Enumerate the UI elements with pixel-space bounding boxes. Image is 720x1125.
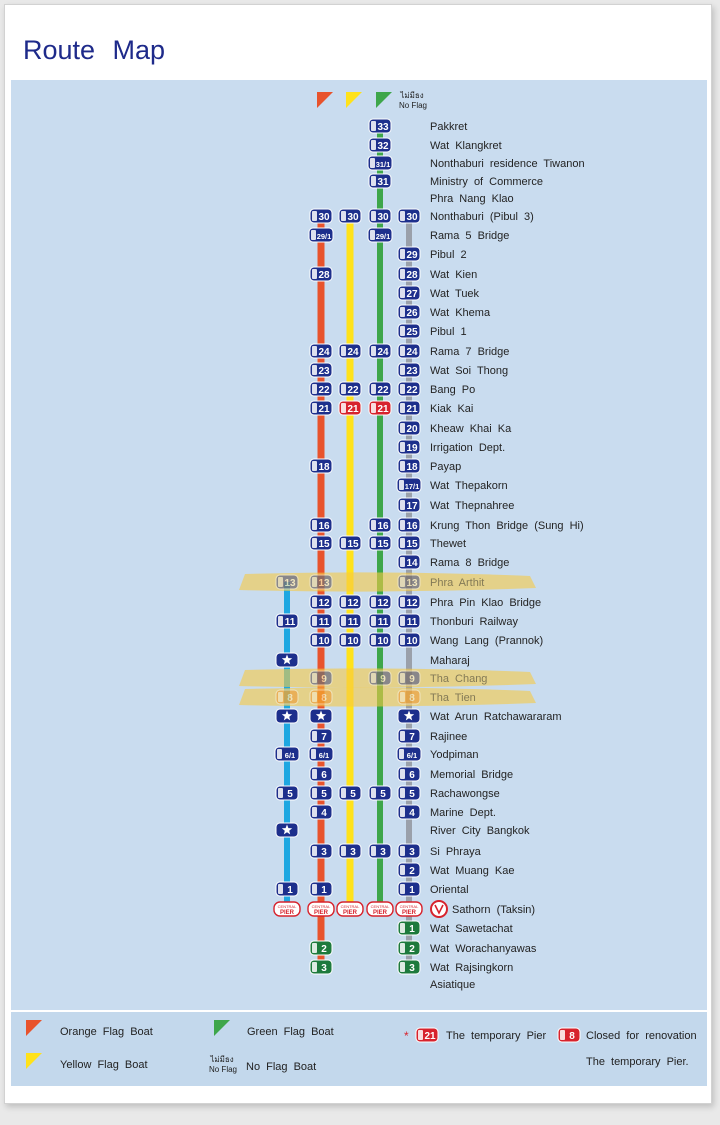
pier-yellow-26[interactable] [339, 614, 361, 628]
legend-green-flag-icon [214, 1020, 230, 1036]
svg-text:CENTRAL: CENTRAL [370, 904, 390, 909]
pier-green-0[interactable] [369, 119, 391, 133]
central-pier-blue[interactable] [274, 902, 300, 916]
station-label-23: Rama 8 Bridge [430, 557, 510, 569]
svg-text:9: 9 [321, 674, 327, 685]
svg-text:6/1: 6/1 [318, 751, 330, 760]
pier-blue-33[interactable] [275, 747, 299, 761]
legend-noflag-label: No Flag Boat [246, 1061, 317, 1073]
legend-orange-label: Orange Flag Boat [60, 1026, 153, 1038]
svg-text:CENTRAL: CENTRAL [340, 904, 360, 909]
pier-nonflag-27[interactable] [398, 633, 420, 647]
pier-nonflag-19[interactable] [397, 478, 421, 492]
pier-orange-14[interactable] [310, 382, 332, 396]
pier-orange-40[interactable] [310, 882, 332, 896]
central-pier-nonflag[interactable] [396, 902, 422, 916]
pier-green-29[interactable] [369, 671, 391, 685]
station-label-0: Pakkret [430, 121, 468, 133]
pier-nonflag-38[interactable] [398, 844, 420, 858]
svg-text:3: 3 [409, 963, 415, 974]
svg-text:28: 28 [318, 270, 330, 281]
svg-text:4: 4 [409, 808, 415, 819]
station-label-11: Pibul 1 [430, 326, 467, 338]
svg-text:33: 33 [377, 122, 389, 133]
svg-text:10: 10 [347, 636, 359, 647]
pier-orange-44[interactable] [310, 960, 332, 974]
svg-text:16: 16 [377, 521, 389, 532]
pier-green-25[interactable] [369, 595, 391, 609]
svg-text:3: 3 [350, 847, 356, 858]
svg-text:7: 7 [321, 732, 327, 743]
pier-green-27[interactable] [369, 633, 391, 647]
station-label-32: Rajinee [430, 731, 468, 743]
svg-text:2: 2 [409, 944, 415, 955]
svg-text:5: 5 [287, 789, 293, 800]
station-label-36: Marine Dept. [430, 807, 496, 819]
pier-nonflag-22[interactable] [398, 536, 420, 550]
pier-green-6[interactable] [368, 228, 392, 242]
pier-orange-30[interactable] [310, 690, 332, 704]
pier-nonflag-8[interactable] [398, 267, 420, 281]
svg-text:13: 13 [406, 578, 418, 589]
pier-orange-35[interactable] [310, 786, 332, 800]
line-yellow [347, 216, 354, 909]
pier-orange-25[interactable] [310, 595, 332, 609]
star-pier-nonflag-31[interactable] [398, 709, 420, 723]
svg-text:17: 17 [406, 501, 418, 512]
station-label-8: Wat Kien [430, 269, 478, 281]
svg-text:12: 12 [318, 598, 330, 609]
svg-text:18: 18 [318, 462, 330, 473]
svg-text:3: 3 [321, 847, 327, 858]
pier-nonflag-25[interactable] [398, 595, 420, 609]
station-label-24: Phra Arthit [430, 577, 485, 589]
station-label-33: Yodpiman [430, 749, 479, 761]
svg-text:27: 27 [406, 289, 418, 300]
star-pier-blue-37[interactable] [276, 823, 298, 837]
svg-text:18: 18 [406, 462, 418, 473]
station-label-37: River City Bangkok [430, 825, 530, 837]
svg-text:11: 11 [284, 617, 296, 628]
svg-text:PIER: PIER [342, 910, 358, 916]
station-label-39: Wat Muang Kae [430, 865, 515, 877]
pier-nonflag-30[interactable] [398, 690, 420, 704]
legend-green-label: Green Flag Boat [247, 1026, 334, 1038]
legend-yellow-flag-icon [26, 1053, 42, 1069]
pier-nonflag-15[interactable] [398, 401, 420, 415]
svg-text:1: 1 [321, 885, 327, 896]
legend-orange-flag-icon [26, 1020, 42, 1036]
pier-green-3[interactable] [369, 174, 391, 188]
station-label-2: Nonthaburi residence Tiwanon [430, 158, 585, 170]
svg-text:21: 21 [406, 404, 418, 415]
no-flag-thai-label: ไม่มีธง [400, 91, 424, 100]
svg-text:29/1: 29/1 [316, 232, 332, 241]
svg-text:12: 12 [377, 598, 389, 609]
pier-blue-26[interactable] [276, 614, 298, 628]
station-label-40: Oriental [430, 884, 469, 896]
pier-orange-33[interactable] [309, 747, 333, 761]
svg-text:12: 12 [347, 598, 359, 609]
svg-text:CENTRAL: CENTRAL [311, 904, 331, 909]
central-pier-green[interactable] [367, 902, 393, 916]
svg-text:11: 11 [377, 617, 389, 628]
svg-text:3: 3 [321, 963, 327, 974]
svg-text:8: 8 [321, 693, 327, 704]
svg-text:28: 28 [406, 270, 418, 281]
pier-nonflag-7[interactable] [398, 247, 420, 261]
svg-text:6: 6 [321, 770, 327, 781]
svg-text:21: 21 [424, 1031, 436, 1042]
svg-text:19: 19 [406, 443, 418, 454]
svg-text:15: 15 [406, 539, 418, 550]
station-label-42: Wat Sawetachat [430, 923, 513, 935]
svg-text:6: 6 [409, 770, 415, 781]
station-label-22: Thewet [430, 538, 467, 550]
pier-yellow-27[interactable] [339, 633, 361, 647]
svg-text:8: 8 [409, 693, 415, 704]
svg-text:31/1: 31/1 [375, 160, 391, 169]
pier-blue-35[interactable] [276, 786, 298, 800]
svg-text:CENTRAL: CENTRAL [399, 904, 419, 909]
svg-text:5: 5 [321, 789, 327, 800]
pier-nonflag-17[interactable] [398, 440, 420, 454]
svg-text:PIER: PIER [401, 910, 417, 916]
svg-text:30: 30 [377, 212, 389, 223]
pier-orange-12[interactable] [310, 344, 332, 358]
legend-noflag-small: No Flag [208, 1065, 238, 1074]
pier-orange-29[interactable] [310, 671, 332, 685]
svg-text:15: 15 [347, 539, 359, 550]
pier-nonflag-34[interactable] [398, 767, 420, 781]
star-pier-blue-31[interactable] [276, 709, 298, 723]
station-label-7: Pibul 2 [430, 249, 467, 261]
svg-text:15: 15 [318, 539, 330, 550]
pier-nonflag-21[interactable] [398, 518, 420, 532]
pier-yellow-35[interactable] [339, 786, 361, 800]
svg-text:26: 26 [406, 308, 418, 319]
pier-green-35[interactable] [369, 786, 391, 800]
svg-text:6/1: 6/1 [406, 751, 418, 760]
svg-text:24: 24 [318, 347, 330, 358]
svg-text:CENTRAL: CENTRAL [277, 904, 297, 909]
pier-blue-40[interactable] [276, 882, 298, 896]
station-label-19: Wat Thepakorn [430, 480, 508, 492]
station-label-41: Sathorn (Taksin) [452, 904, 536, 916]
station-label-18: Payap [430, 461, 462, 473]
station-label-16: Kheaw Khai Ka [430, 423, 512, 435]
svg-text:21: 21 [318, 404, 330, 415]
pier-yellow-5[interactable] [339, 209, 361, 223]
svg-text:13: 13 [284, 578, 296, 589]
no-flag-label: No Flag [398, 101, 428, 110]
station-label-44: Wat Rajsingkorn [430, 962, 514, 974]
pier-yellow-12[interactable] [339, 344, 361, 358]
svg-text:30: 30 [318, 212, 330, 223]
yellow-flag-icon [346, 92, 362, 108]
station-label-34: Memorial Bridge [430, 769, 514, 781]
svg-text:4: 4 [321, 808, 327, 819]
pier-yellow-22[interactable] [339, 536, 361, 550]
pier-yellow-25[interactable] [339, 595, 361, 609]
pier-nonflag-44[interactable] [398, 960, 420, 974]
pier-nonflag-16[interactable] [398, 421, 420, 435]
pier-nonflag-29[interactable] [398, 671, 420, 685]
svg-text:15: 15 [377, 539, 389, 550]
pier-nonflag-42[interactable] [398, 921, 420, 935]
svg-text:2: 2 [321, 944, 327, 955]
svg-text:22: 22 [377, 385, 389, 396]
pier-nonflag-33[interactable] [397, 747, 421, 761]
pier-orange-24[interactable] [310, 575, 332, 589]
pier-nonflag-12[interactable] [398, 344, 420, 358]
pier-green-5[interactable] [369, 209, 391, 223]
svg-text:22: 22 [406, 385, 418, 396]
pier-orange-38[interactable] [310, 844, 332, 858]
station-label-26: Thonburi Railway [430, 616, 518, 628]
star-pier-blue-28[interactable] [276, 653, 298, 667]
station-label-28: Maharaj [430, 655, 470, 667]
temporary-asterisk: * [404, 1029, 409, 1043]
pier-blue-30[interactable] [276, 690, 298, 704]
svg-text:6/1: 6/1 [284, 751, 296, 760]
station-label-30: Tha Tien [430, 692, 476, 704]
pier-orange-43[interactable] [310, 941, 332, 955]
legend-yellow-label: Yellow Flag Boat [60, 1059, 148, 1071]
svg-text:24: 24 [377, 347, 389, 358]
svg-text:12: 12 [406, 598, 418, 609]
pier-yellow-15[interactable] [339, 401, 361, 415]
svg-text:31: 31 [377, 177, 389, 188]
legend-closed-label: Closed for renovation [586, 1030, 697, 1042]
pier-nonflag-40[interactable] [398, 882, 420, 896]
svg-text:29/1: 29/1 [375, 232, 391, 241]
pier-orange-26[interactable] [310, 614, 332, 628]
pier-orange-13[interactable] [310, 363, 332, 377]
svg-text:5: 5 [409, 789, 415, 800]
svg-text:10: 10 [377, 636, 389, 647]
svg-text:14: 14 [406, 558, 418, 569]
svg-text:8: 8 [287, 693, 293, 704]
star-pier-orange-31[interactable] [310, 709, 332, 723]
svg-text:30: 30 [347, 212, 359, 223]
pier-orange-27[interactable] [310, 633, 332, 647]
station-label-17: Irrigation Dept. [430, 442, 506, 454]
pier-nonflag-36[interactable] [398, 805, 420, 819]
svg-text:23: 23 [318, 366, 330, 377]
pier-green-12[interactable] [369, 344, 391, 358]
svg-text:23: 23 [406, 366, 418, 377]
pier-nonflag-14[interactable] [398, 382, 420, 396]
station-label-35: Rachawongse [430, 788, 500, 800]
page-title: Route Map [23, 35, 166, 65]
pier-nonflag-11[interactable] [398, 324, 420, 338]
station-label-25: Phra Pin Klao Bridge [430, 597, 542, 609]
legend-closed-note: The temporary Pier. [586, 1056, 689, 1068]
legend-noflag-thai: ไม่มีธง [210, 1055, 234, 1064]
svg-text:1: 1 [287, 885, 293, 896]
pier-orange-22[interactable] [310, 536, 332, 550]
line-blue [284, 582, 290, 909]
pier-yellow-14[interactable] [339, 382, 361, 396]
pier-orange-5[interactable] [310, 209, 332, 223]
pier-green-2[interactable] [368, 156, 392, 170]
pier-nonflag-20[interactable] [398, 498, 420, 512]
pier-green-26[interactable] [369, 614, 391, 628]
svg-text:24: 24 [406, 347, 418, 358]
station-label-45: Asiatique [430, 979, 476, 991]
station-label-43: Wat Worachanyawas [430, 943, 537, 955]
svg-text:2: 2 [409, 866, 415, 877]
svg-text:10: 10 [318, 636, 330, 647]
svg-text:11: 11 [347, 617, 359, 628]
svg-text:8: 8 [569, 1031, 575, 1042]
pier-orange-6[interactable] [309, 228, 333, 242]
svg-text:25: 25 [406, 327, 418, 338]
pier-orange-15[interactable] [310, 401, 332, 415]
svg-text:32: 32 [377, 141, 389, 152]
pier-nonflag-43[interactable] [398, 941, 420, 955]
station-label-6: Rama 5 Bridge [430, 230, 510, 242]
station-label-15: Kiak Kai [430, 403, 474, 415]
station-label-38: Si Phraya [430, 846, 481, 858]
svg-text:13: 13 [318, 578, 330, 589]
svg-text:30: 30 [406, 212, 418, 223]
legend-temporary-label: The temporary Pier [446, 1030, 547, 1042]
pier-orange-18[interactable] [310, 459, 332, 473]
svg-text:3: 3 [409, 847, 415, 858]
svg-text:5: 5 [380, 789, 386, 800]
pier-nonflag-23[interactable] [398, 555, 420, 569]
svg-text:PIER: PIER [313, 910, 329, 916]
svg-text:20: 20 [406, 424, 418, 435]
pier-orange-32[interactable] [310, 729, 332, 743]
pier-green-15[interactable] [369, 401, 391, 415]
pier-green-1[interactable] [369, 138, 391, 152]
station-label-20: Wat Thepnahree [430, 500, 515, 512]
station-label-21: Krung Thon Bridge (Sung Hi) [430, 520, 584, 532]
svg-text:29: 29 [406, 250, 418, 261]
svg-text:16: 16 [318, 521, 330, 532]
pier-nonflag-26[interactable] [398, 614, 420, 628]
svg-text:1: 1 [409, 924, 415, 935]
station-label-4: Phra Nang Klao [430, 193, 514, 205]
central-pier-yellow[interactable] [337, 902, 363, 916]
svg-text:5: 5 [350, 789, 356, 800]
pier-nonflag-10[interactable] [398, 305, 420, 319]
svg-text:21: 21 [377, 404, 389, 415]
svg-text:9: 9 [380, 674, 386, 685]
svg-text:10: 10 [406, 636, 418, 647]
svg-text:17/1: 17/1 [404, 482, 420, 491]
pier-orange-34[interactable] [310, 767, 332, 781]
pier-orange-8[interactable] [310, 267, 332, 281]
legend-closed-badge[interactable] [558, 1028, 580, 1042]
svg-text:24: 24 [347, 347, 359, 358]
green-flag-icon [376, 92, 392, 108]
svg-text:16: 16 [406, 521, 418, 532]
svg-text:7: 7 [409, 732, 415, 743]
pier-green-14[interactable] [369, 382, 391, 396]
svg-text:PIER: PIER [279, 910, 295, 916]
pier-nonflag-5[interactable] [398, 209, 420, 223]
pier-nonflag-18[interactable] [398, 459, 420, 473]
svg-text:PIER: PIER [372, 910, 388, 916]
station-label-29: Tha Chang [430, 673, 488, 685]
pier-nonflag-39[interactable] [398, 863, 420, 877]
legend-temporary-badge[interactable] [416, 1028, 438, 1042]
station-label-27: Wang Lang (Prannok) [430, 635, 544, 647]
pier-orange-36[interactable] [310, 805, 332, 819]
station-label-12: Rama 7 Bridge [430, 346, 510, 358]
svg-text:21: 21 [347, 404, 359, 415]
pier-green-21[interactable] [369, 518, 391, 532]
station-label-14: Bang Po [430, 384, 476, 396]
central-pier-orange[interactable] [308, 902, 334, 916]
svg-text:11: 11 [318, 617, 330, 628]
pier-nonflag-32[interactable] [398, 729, 420, 743]
station-label-3: Ministry of Commerce [430, 176, 543, 188]
svg-text:22: 22 [318, 385, 330, 396]
station-label-1: Wat Klangkret [430, 140, 502, 152]
station-label-10: Wat Khema [430, 307, 491, 319]
svg-text:1: 1 [409, 885, 415, 896]
station-label-13: Wat Soi Thong [430, 365, 509, 377]
pier-green-22[interactable] [369, 536, 391, 550]
pier-blue-24[interactable] [276, 575, 298, 589]
svg-text:9: 9 [409, 674, 415, 685]
pier-nonflag-9[interactable] [398, 286, 420, 300]
station-label-31: Wat Arun Ratchawararam [430, 711, 562, 723]
pier-nonflag-13[interactable] [398, 363, 420, 377]
svg-text:22: 22 [347, 385, 359, 396]
station-label-5: Nonthaburi (Pibul 3) [430, 211, 534, 223]
svg-text:11: 11 [406, 617, 418, 628]
orange-flag-icon [317, 92, 333, 108]
bts-skytrain-icon [431, 901, 447, 917]
svg-text:3: 3 [380, 847, 386, 858]
pier-nonflag-24[interactable] [398, 575, 420, 589]
pier-yellow-38[interactable] [339, 844, 361, 858]
pier-nonflag-35[interactable] [398, 786, 420, 800]
station-label-9: Wat Tuek [430, 288, 480, 300]
pier-green-38[interactable] [369, 844, 391, 858]
pier-orange-21[interactable] [310, 518, 332, 532]
